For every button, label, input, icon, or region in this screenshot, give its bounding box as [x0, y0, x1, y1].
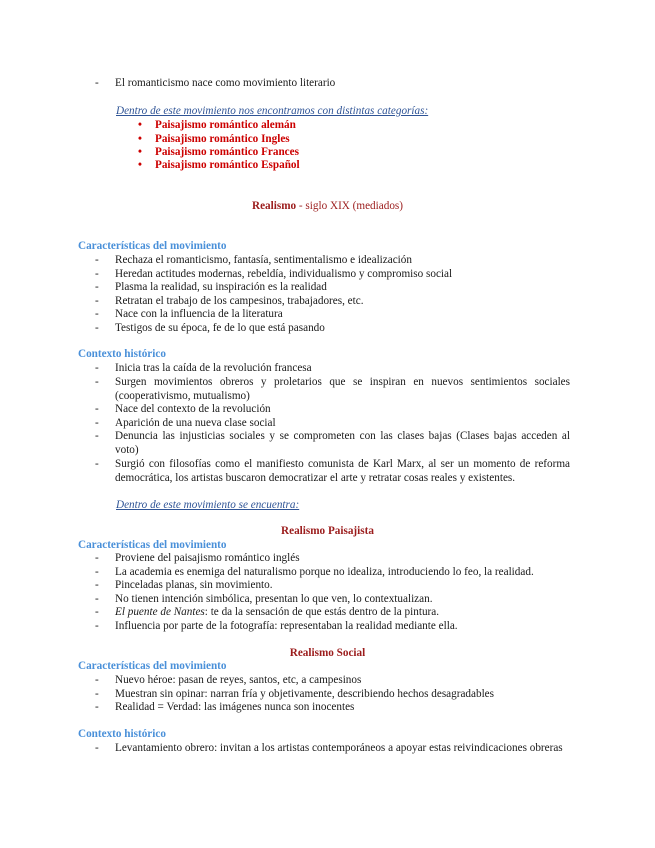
dash-marker: - [95, 254, 99, 266]
bullet-icon: • [138, 159, 142, 171]
list-item-text: Denuncia las injusticias sociales y se comprometen con las clases bajas (Clases bajas acceden al voto) [115, 430, 570, 456]
list-item-text: Aparición de una nueva clase social [115, 417, 276, 429]
dash-marker: - [95, 362, 99, 374]
dash-marker: - [95, 281, 99, 293]
list-item-text: Testigos de su época, fe de lo que está pasando [115, 322, 325, 334]
intro-subtitle: Dentro de este movimiento nos encontramos con distintas categorías: [116, 105, 429, 117]
list-item-text: Surgen movimientos obreros y proletarios que se inspiran en nuevos sentimientos sociales (cooperativismo, mutualismo) [115, 376, 570, 402]
section-heading: Características del movimiento [78, 660, 227, 672]
list-item-text: Influencia por parte de la fotografía: representaban la realidad mediante ella. [115, 620, 458, 632]
bullet-icon: • [138, 119, 142, 131]
list-item-text: La academia es enemiga del naturalismo porque no idealiza, introduciendo lo feo, la realidad. [115, 566, 534, 578]
list-item-text: Heredan actitudes modernas, rebeldía, individualismo y compromiso social [115, 268, 453, 280]
dash-marker: - [95, 593, 99, 605]
list-item-text: Plasma la realidad, su inspiración es la realidad [115, 281, 327, 293]
list-item-text: Retratan el trabajo de los campesinos, trabajadores, etc. [115, 295, 364, 307]
artwork-description: : te da la sensación de que estás dentro de la pintura. [204, 606, 440, 618]
dash-marker: - [95, 77, 99, 89]
realismo-title-suffix: - siglo XIX (mediados) [296, 200, 403, 212]
dash-marker: - [95, 308, 99, 320]
dash-marker: - [95, 566, 99, 578]
list-item-text: Nace del contexto de la revolución [115, 403, 271, 415]
list-item-text: Realidad = Verdad: las imágenes nunca son inocentes [115, 701, 355, 713]
list-item-text: No tienen intención simbólica, presentan lo que ven, lo contextualizan. [115, 593, 433, 605]
section-heading: Contexto histórico [78, 348, 166, 360]
list-item-text [115, 606, 570, 620]
dash-marker: - [95, 620, 99, 632]
list-item-text: Nace con la influencia de la literatura [115, 308, 283, 320]
realismo-title: Realismo [251, 200, 297, 212]
dash-marker: - [95, 742, 99, 754]
dash-marker: - [95, 295, 99, 307]
dash-marker: - [95, 376, 99, 388]
list-item-text: Levantamiento obrero: invitan a los artistas contemporáneos a apoyar estas reivindicaciones obreras [115, 742, 563, 754]
category-label: Paisajismo romántico alemán [155, 119, 296, 131]
section-title-realismo [0, 200, 655, 214]
section-heading: Características del movimiento [78, 539, 227, 551]
realismo-subtitle: Dentro de este movimiento se encuentra: [116, 499, 300, 511]
dash-marker: - [95, 701, 99, 713]
dash-marker: - [95, 417, 99, 429]
artwork-title: El puente de Nantes [115, 606, 205, 618]
dash-marker: - [95, 688, 99, 700]
dash-marker: - [95, 674, 99, 686]
list-item-text: Inicia tras la caída de la revolución francesa [115, 362, 312, 374]
dash-marker: - [95, 579, 99, 591]
section-heading: Contexto histórico [78, 728, 166, 740]
dash-marker: - [95, 403, 99, 415]
list-item-text: Surgió con filosofías como el manifiesto comunista de Karl Marx, al ser un momento de reforma democrática, los artistas buscaron democratizar el arte y retratar cosas reales y existentes. [115, 458, 570, 484]
bullet-icon: • [138, 146, 142, 158]
dash-marker: - [95, 430, 99, 442]
list-item-text: Muestran sin opinar: narran fría y objetivamente, describiendo hechos desagradables [115, 688, 494, 700]
dash-marker: - [95, 606, 99, 618]
category-label: Paisajismo romántico Español [155, 159, 300, 171]
dash-marker: - [95, 552, 99, 564]
dash-marker: - [95, 322, 99, 334]
section-title-social: Realismo Social [289, 647, 366, 659]
section-title-paisajista: Realismo Paisajista [281, 525, 374, 537]
list-item-text: Nuevo héroe: pasan de reyes, santos, etc, a campesinos [115, 674, 362, 686]
list-item-text: Rechaza el romanticismo, fantasía, sentimentalismo e idealización [115, 254, 412, 266]
list-item-text: El romanticismo nace como movimiento literario [115, 77, 336, 89]
list-item-text: Pinceladas planas, sin movimiento. [115, 579, 273, 591]
list-item-text: Proviene del paisajismo romántico inglés [115, 552, 300, 564]
dash-marker: - [95, 458, 99, 470]
bullet-icon: • [138, 133, 142, 145]
section-heading: Características del movimiento [78, 240, 227, 252]
category-label: Paisajismo romántico Frances [155, 146, 299, 158]
dash-marker: - [95, 268, 99, 280]
category-label: Paisajismo romántico Ingles [155, 133, 290, 145]
